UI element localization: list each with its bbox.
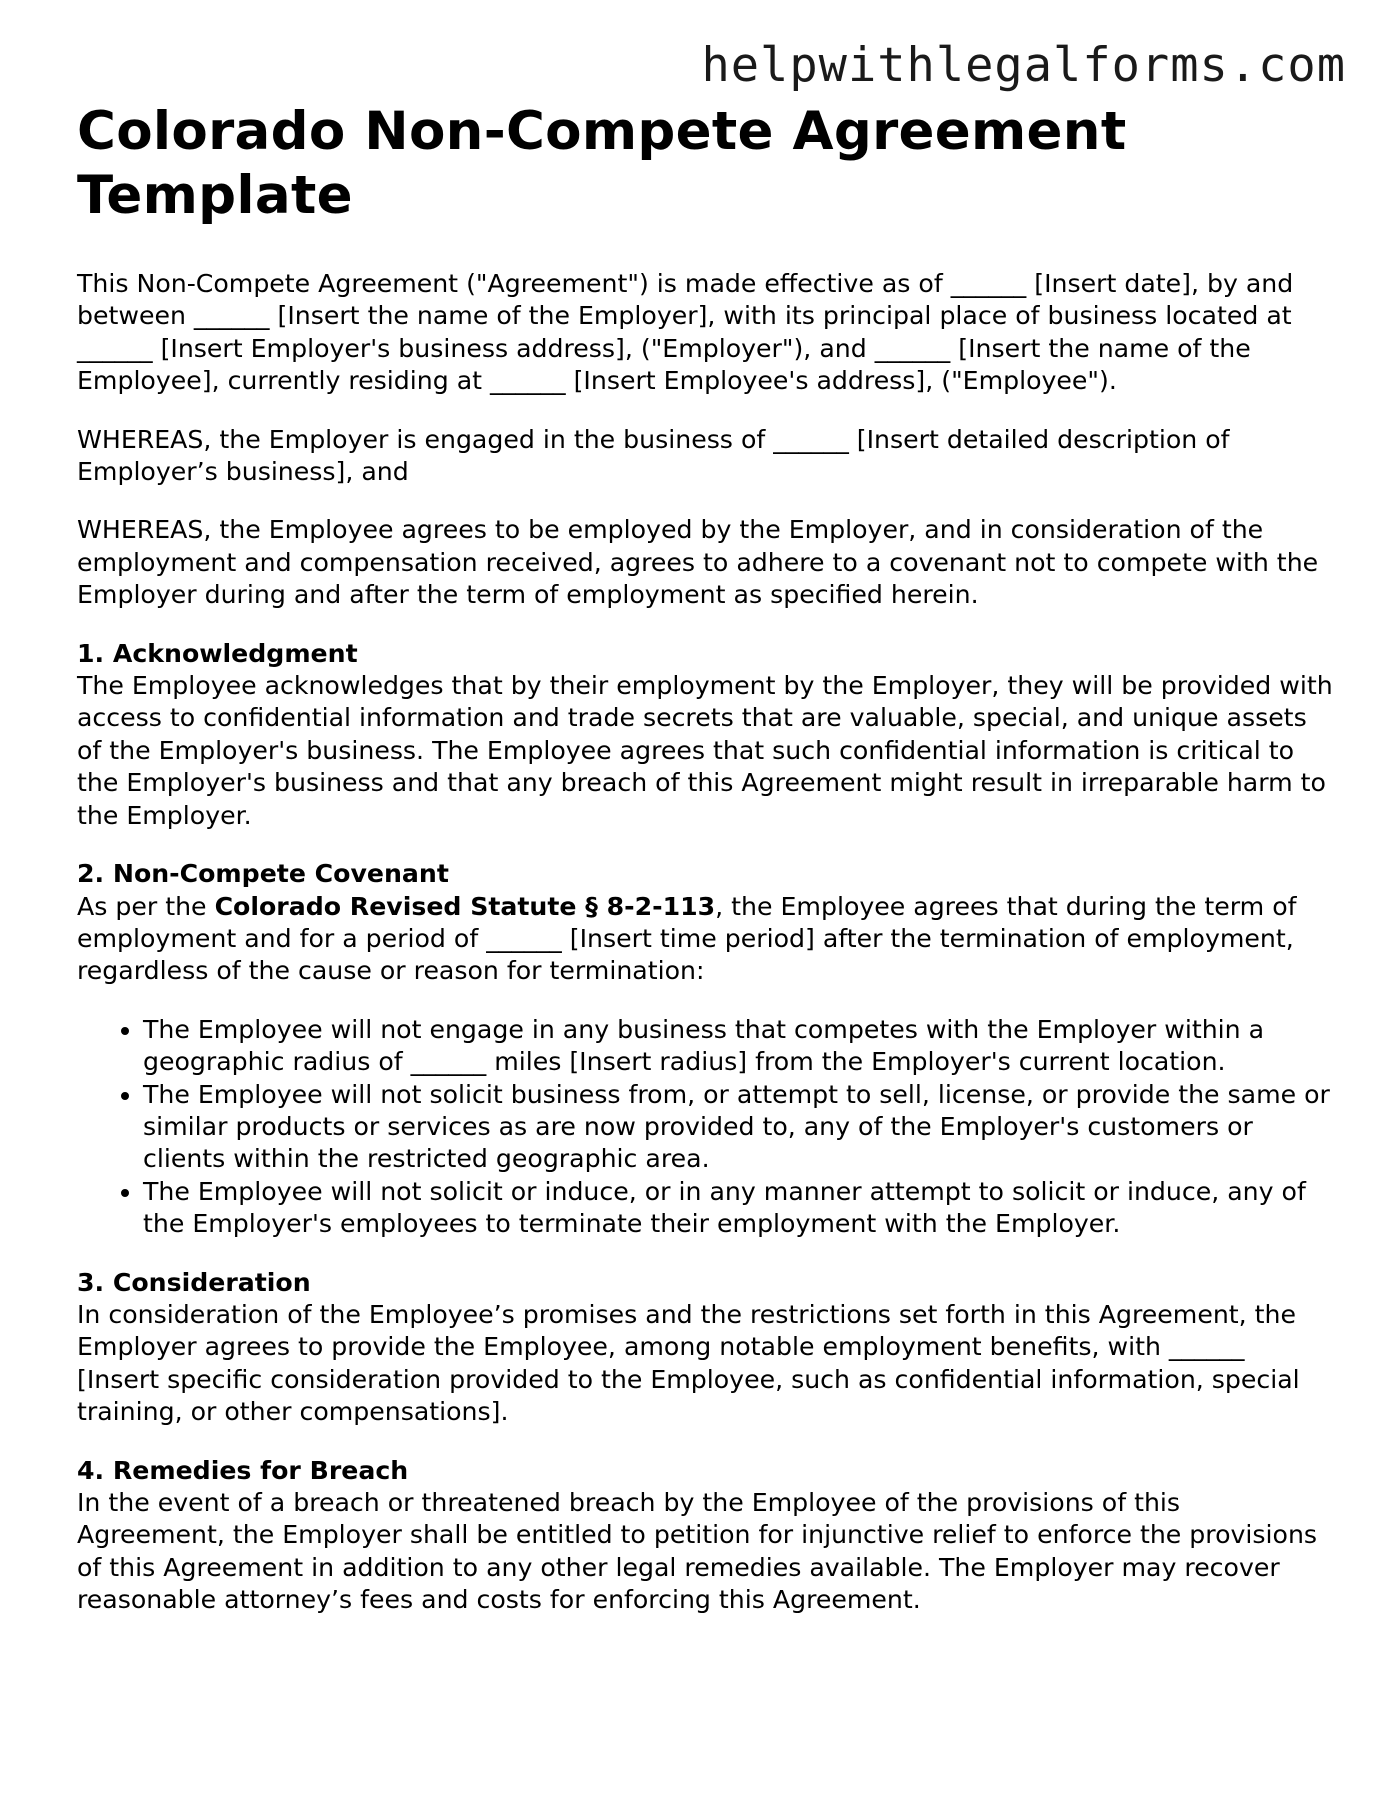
section-body <box>77 891 1333 988</box>
list-item: • The Employee will not solicit or induce, or in any manner attempt to solicit or induce, any of the Employer's employees to terminate their employment with the Employer. <box>143 1176 1333 1241</box>
section-body: The Employee acknowledges that by their employment by the Employer, they will be provided with access to confidential information and trade secrets that are valuable, special, and unique assets of the Employer's business. The Employee agrees that such confidential information is critical to the Employer's business and that any breach of this Agreement might result in irreparable harm to the Employer. <box>77 671 1333 830</box>
document-title: Colorado Non-Compete Agreement Template <box>77 101 1127 226</box>
site-watermark: helpwithlegalforms.com <box>701 38 1346 93</box>
section-consideration <box>77 1267 1333 1429</box>
section-title: 4. Remedies for Breach <box>77 1455 409 1485</box>
list-item: • The Employee will not solicit business from, or attempt to sell, license, or provide the same or similar products or services as are now provided to, any of the Employer's customers or clients within the restricted geographic area. <box>143 1079 1333 1176</box>
section-body: In the event of a breach or threatened breach by the Employee of the provisions of this Agreement, the Employer shall be entitled to petition for injunctive relief to enforce the provisions of this Agreement in addition to any other legal remedies available. The Employer may recover reasonable attorney’s fees and costs for enforcing this Agreement. <box>77 1488 1318 1615</box>
whereas-paragraph-1: WHEREAS, the Employer is engaged in the business of ______ [Insert detailed description of Employer’s business], and <box>77 424 1230 487</box>
section-acknowledgment <box>77 638 1333 832</box>
section-remedies <box>77 1455 1333 1617</box>
document-content <box>77 100 1333 1643</box>
statute-prefix: As per the <box>77 891 215 921</box>
section-title: 1. Acknowledgment <box>77 638 358 668</box>
section-body: In consideration of the Employee’s promises and the restrictions set forth in this Agreement, the Employer agrees to provide the Employee, among notable employment benefits, with ______ [Insert specific consideration provided to the Employee, such as confidential information, special training, or other compensations]. <box>77 1299 1300 1427</box>
section-title: 3. Consideration <box>77 1267 311 1297</box>
section-title: 2. Non-Compete Covenant <box>77 859 449 889</box>
section-non-compete <box>77 858 1333 1240</box>
intro-paragraph: This Non-Compete Agreement ("Agreement") is made effective as of ______ [Insert date], by and between ______ [Insert the name of the Employer], with its principal place of business located at ______ [Insert Employer's business address], ("Employer"), and ______ [Insert the name of the Employee], currently residing at ______ [Insert Employee's address], ("Employee"). <box>77 269 1294 396</box>
covenant-list <box>77 1014 1333 1241</box>
statute-suffix: , the Employee agrees that during the term of employment and for a period of ______ [Insert time period] after the termination of employment, regardless of the cause or reason for termination: <box>77 891 1297 986</box>
statute-reference: Colorado Revised Statute § 8-2-113 <box>214 891 716 921</box>
list-item: • The Employee will not engage in any business that competes with the Employer within a geographic radius of ______ miles [Insert radius] from the Employer's current location. <box>143 1014 1333 1079</box>
whereas-paragraph-2: WHEREAS, the Employee agrees to be employed by the Employer, and in consideration of the employment and compensation received, agrees to adhere to a covenant not to compete with the Employer during and after the term of employment as specified herein. <box>77 515 1319 610</box>
